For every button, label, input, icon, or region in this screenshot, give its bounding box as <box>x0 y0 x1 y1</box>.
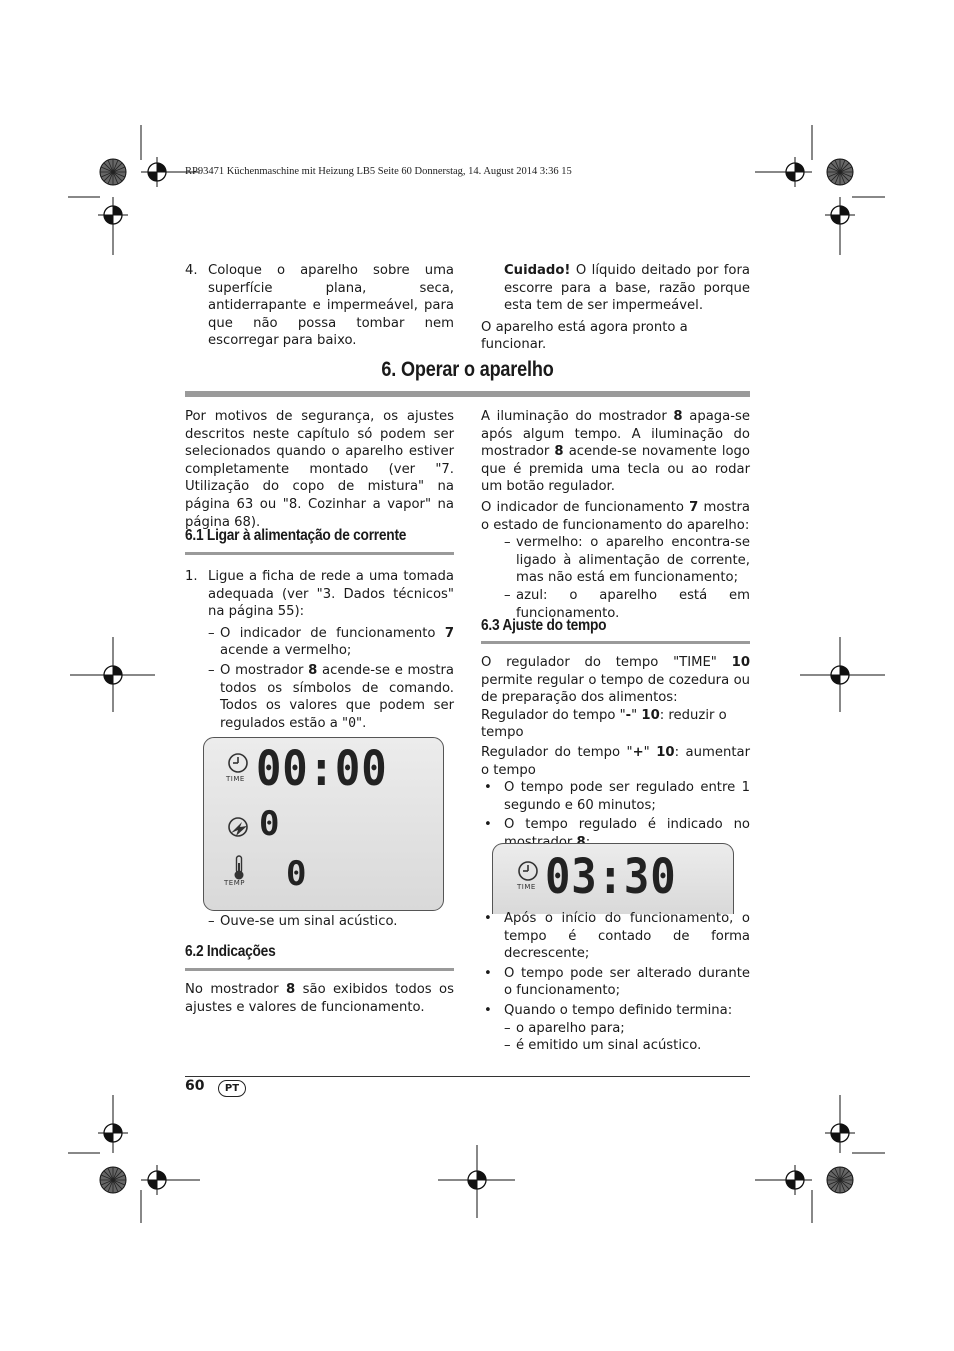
s63-p2-a: Regulador do tempo " <box>481 707 626 723</box>
indications-text <box>185 981 454 1016</box>
right-column-top <box>481 408 750 622</box>
intro-paragraph <box>185 408 454 531</box>
p2-b: mostra o estado de funcionamento do aparelho: <box>481 499 750 533</box>
bullet-time-range <box>481 779 750 814</box>
dash-item-signal <box>504 1037 750 1055</box>
bullet-glyph: • <box>484 1002 492 1018</box>
ind-text-a: No mostrador <box>185 982 287 997</box>
time-label: TIME <box>226 775 245 783</box>
plus-symbol: + <box>632 744 644 760</box>
bullet-change-time <box>481 965 750 1000</box>
dash-glyph: – <box>504 535 511 551</box>
clock-icon <box>517 860 539 882</box>
bullet-glyph: • <box>484 965 492 981</box>
d2-text: é emitido um sinal acústico. <box>516 1038 702 1054</box>
step-number: 4. <box>185 263 198 278</box>
time-regulator-paragraph <box>481 654 750 707</box>
dash1-text-b: acende a vermelho; <box>220 643 352 659</box>
section-6-1-rule <box>185 552 454 555</box>
blue-text: azul: o aparelho está em funcionamento. <box>516 587 750 621</box>
dash2-text-b: acende-se e mostra todos os símbolos de comando. Todos os valores que podem ser regulados estão a " <box>220 662 454 731</box>
intro-text: Por motivos de segurança, os ajustes descritos neste capítulo só podem ser selecionados quando o aparelho estiver completamente montado (ver "7. Utilização do copo de mistura" na página 63 ou "8. Cozinhar a vapor" na página 68). <box>185 409 454 530</box>
s63-p3-b: " <box>643 744 657 760</box>
footer-rule <box>185 1076 750 1077</box>
lcd-display-time <box>492 843 734 914</box>
b1-text: O tempo pode ser regulado entre 1 segundo e 60 minutos; <box>504 780 750 813</box>
dash-glyph: – <box>208 625 215 641</box>
caution-note <box>481 262 750 315</box>
bullet-countdown <box>481 910 750 963</box>
p1-c: acende-se novamente logo que é premida uma tecla ou ao rodar um botão regulador. <box>481 444 750 495</box>
dash2-text-c: ". <box>356 715 367 731</box>
bullet-glyph: • <box>484 911 492 926</box>
red-text: vermelho: o aparelho encontra-se ligado à alimentação de corrente, mas não está em funcionamento; <box>516 535 750 586</box>
lcd-display-full <box>203 737 444 911</box>
dash1-text-a: O indicador de funcionamento <box>220 625 445 641</box>
dash-item-display <box>208 662 454 732</box>
p1-ref2: 8 <box>554 444 564 460</box>
dash-glyph: – <box>208 662 215 678</box>
bullet-glyph: • <box>484 780 492 796</box>
illumination-paragraph <box>481 408 750 496</box>
motor-speed-icon <box>227 816 255 838</box>
caution-text: O líquido deitado por fora escorre para a base, razão porque esta tem de ser impermeável. <box>504 263 750 314</box>
b2-text-a: O tempo regulado é indicado no <box>504 817 750 833</box>
increase-time-line <box>481 744 750 779</box>
ind-ref: 8 <box>286 982 296 997</box>
b3-text: Após o início do funcionamento, o tempo é contado de forma decrescente; <box>504 911 750 962</box>
step-number: 1. <box>185 569 198 584</box>
s63-p1-b: permite regular o tempo de cozedura ou de preparação dos alimentos: <box>481 672 750 706</box>
dash2-ref: 8 <box>308 662 318 678</box>
section-6-2-body <box>185 981 454 1016</box>
section-6-2-title: 6.2 Indicações <box>185 943 276 960</box>
b4-text: O tempo pode ser alterado durante o funcionamento; <box>504 965 750 999</box>
s63-p3-a: Regulador do tempo " <box>481 744 633 760</box>
dash-glyph: – <box>504 1038 511 1054</box>
s63-p2-c: : reduzir o tempo <box>481 707 727 741</box>
bullet-time-ends <box>481 1002 750 1020</box>
b5-text: Quando o tempo definido termina: <box>504 1002 733 1018</box>
time-value: 03:30 <box>545 849 677 905</box>
caution-label: Cuidado! <box>504 263 571 278</box>
temp-value: 0 <box>286 854 307 894</box>
s63-p2-b: " <box>631 707 642 723</box>
section-6-1-heading <box>185 527 454 545</box>
after-lcd-note <box>208 913 454 931</box>
bullet-glyph: • <box>484 817 492 833</box>
section-6-2-rule <box>185 968 454 971</box>
dash2-text-a: O mostrador <box>220 662 309 678</box>
step-4 <box>185 262 454 350</box>
dash-item-indicator <box>208 625 454 660</box>
ind-text-b: são exibidos todos os ajustes e valores de funcionamento. <box>185 982 454 1015</box>
step-1 <box>185 568 454 621</box>
dash-glyph: – <box>208 914 215 929</box>
section-6-3-heading <box>481 617 750 635</box>
dash2-zero: 0 <box>348 715 357 731</box>
p1-a: A iluminação do mostrador <box>481 409 674 424</box>
time-label: TIME <box>517 883 536 891</box>
d1-text: o aparelho para; <box>516 1020 625 1036</box>
motor-value: 0 <box>259 804 280 844</box>
dash-item-stops <box>504 1020 750 1038</box>
p2-a: O indicador de funcionamento <box>481 499 690 515</box>
minus-symbol: - <box>625 707 632 723</box>
dash-glyph: – <box>504 1020 511 1036</box>
dash-item-red <box>504 534 750 587</box>
section-6-3-body <box>481 654 750 852</box>
s63-p3-ref: 10 <box>656 744 675 760</box>
section-6-3-bullets-lower <box>481 910 750 1055</box>
step-text: Coloque o aparelho sobre uma superfície plana, seca, antiderrapante e impermeável, para que não possa tombar nem escorregar para baixo. <box>208 263 454 349</box>
reduce-time-line <box>481 707 750 742</box>
p1-ref1: 8 <box>673 409 683 424</box>
section-6-3-rule <box>481 641 750 644</box>
page-number: 60 <box>185 1078 205 1094</box>
section-6-1-title: 6.1 Ligar à alimentação de corrente <box>185 527 407 544</box>
section-6-2-heading <box>185 943 454 961</box>
language-badge: PT <box>218 1080 246 1097</box>
s63-p3-c: : aumentar o tempo <box>481 744 750 778</box>
section-6-1-body <box>185 568 454 732</box>
dash1-ref: 7 <box>444 625 454 641</box>
beep-text: Ouve-se um sinal acústico. <box>220 914 398 929</box>
p1-b: apaga-se após algum tempo. A iluminação do mostrador <box>481 409 750 460</box>
temp-label: TEMP <box>224 879 245 887</box>
thermometer-icon <box>232 855 246 881</box>
title-rule <box>185 391 750 397</box>
s63-p1-a: O regulador do tempo "TIME" <box>481 655 732 670</box>
top-right-block <box>481 262 750 354</box>
p2-ref: 7 <box>689 499 699 515</box>
section-6-3-title: 6.3 Ajuste do tempo <box>481 617 607 634</box>
indicator-paragraph <box>481 499 750 534</box>
top-left-step <box>185 262 454 350</box>
s63-p1-ref: 10 <box>731 655 750 670</box>
step-text: Ligue a ficha de rede a uma tomada adequada (ver "3. Dados técnicos" na página 55): <box>208 569 454 620</box>
time-value: 00:00 <box>256 741 388 797</box>
dash-item-beep <box>208 913 454 931</box>
s63-p2-ref: 10 <box>641 707 660 723</box>
page-title: 6. Operar o aparelho <box>381 358 554 381</box>
dash-glyph: – <box>504 587 511 603</box>
print-header: RP93471 Küchenmaschine mit Heizung LB5 Seite 60 Donnerstag, 14. August 2014 3:36 15 <box>185 166 572 177</box>
ready-text: O aparelho está agora pronto a funcionar. <box>481 319 688 353</box>
clock-icon <box>227 752 249 774</box>
